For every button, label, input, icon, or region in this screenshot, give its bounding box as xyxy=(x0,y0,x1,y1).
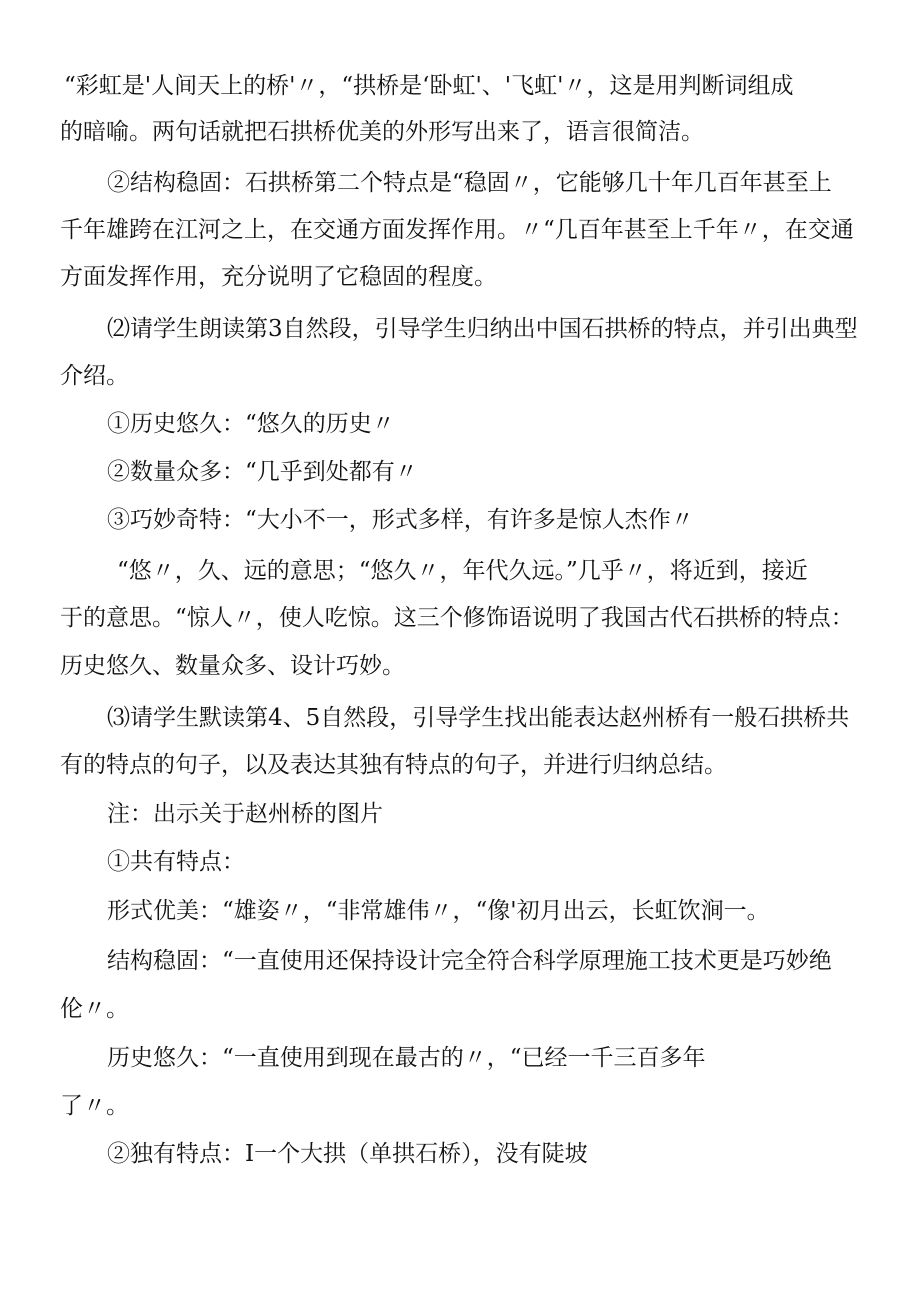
text-line: 有的特点的句子，以及表达其独有特点的句子，并进行归纳总结。 xyxy=(60,752,727,778)
text-line: 于的意思。“惊人〃，使人吃惊。这三个修饰语说明了我国古代石拱桥的特点： xyxy=(60,605,854,631)
text-line: 了〃。 xyxy=(60,1093,129,1119)
text-line: “悠〃，久、远的意思；“悠久〃，年代久远。”几乎〃，将近到，接近 xyxy=(117,558,808,584)
text-line: 介绍。 xyxy=(60,363,129,389)
text-line: 历史悠久：“一直使用到现在最古的〃，“已经一千三百多年 xyxy=(107,1045,706,1071)
text-line: ③巧妙奇特：“大小不一，形式多样，有许多是惊人杰作〃 xyxy=(107,507,694,533)
text-line: ②结构稳固：石拱桥第二个特点是“稳固〃，它能够几十年几百年甚至上 xyxy=(107,170,832,196)
text-line: 的暗喻。两句话就把石拱桥优美的外形写出来了，语言很简洁。 xyxy=(60,119,704,145)
text-line: 历史悠久、数量众多、设计巧妙。 xyxy=(60,653,405,679)
text-line: 注：出示关于赵州桥的图片 xyxy=(107,801,383,827)
text-line: 伦〃。 xyxy=(60,996,129,1022)
text-line: ①共有特点： xyxy=(107,849,245,875)
text-line: 千年雄跨在江河之上，在交通方面发挥作用。〃“几百年甚至上千年〃，在交通 xyxy=(60,217,854,243)
text-line: ⑵请学生朗读第3自然段，引导学生归纳出中国石拱桥的特点，并引出典型 xyxy=(107,316,858,342)
text-line: “彩虹是'人间天上的桥'〃，“拱桥是‘卧虹'、'飞虹'〃，这是用判断词组成 xyxy=(64,73,794,99)
text-line: 方面发挥作用，充分说明了它稳固的程度。 xyxy=(60,264,497,290)
text-line: 形式优美：“雄姿〃，“非常雄伟〃，“像'初月出云，长虹饮涧一。 xyxy=(107,898,770,924)
text-line: ①历史悠久：“悠久的历史〃 xyxy=(107,411,395,437)
text-line: ②独有特点：I一个大拱（单拱石桥），没有陡坡 xyxy=(107,1141,588,1167)
text-line: 结构稳固：“一直使用还保持设计完全符合科学原理施工技术更是巧妙绝 xyxy=(107,948,832,974)
text-line: ②数量众多：“几乎到处都有〃 xyxy=(107,459,418,485)
text-line: ⑶请学生默读第4、5自然段，引导学生找出能表达赵州桥有一般石拱桥共 xyxy=(107,705,850,731)
